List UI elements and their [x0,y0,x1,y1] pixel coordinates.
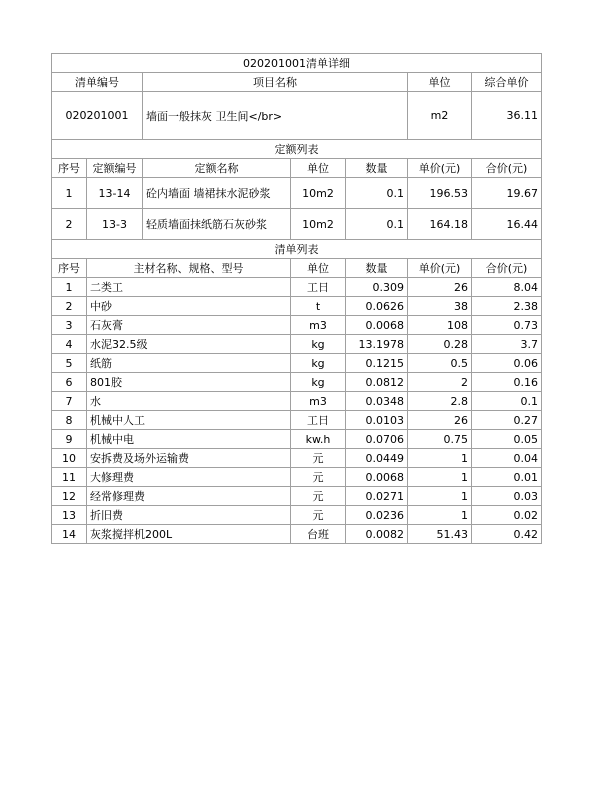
material-cell-unit: m3 [291,392,346,411]
material-cell-unit: 元 [291,468,346,487]
material-row [52,449,542,468]
material-cell-unit: 元 [291,506,346,525]
material-cell-index: 5 [52,354,87,373]
material-cell-total: 0.42 [472,525,542,544]
material-cell-total: 0.01 [472,468,542,487]
quota-header-cell: 定额名称 [143,159,291,178]
quota-cell-code: 13-3 [87,209,143,240]
material-cell-price: 1 [408,468,472,487]
material-cell-qty: 0.1215 [346,354,408,373]
material-cell-unit: t [291,297,346,316]
material-cell-price: 0.28 [408,335,472,354]
material-cell-price: 26 [408,411,472,430]
material-cell-unit: 元 [291,487,346,506]
quota-cell-index: 2 [52,209,87,240]
material-cell-total: 0.06 [472,354,542,373]
item-price: 36.11 [472,92,542,140]
material-cell-index: 3 [52,316,87,335]
material-cell-name: 安拆费及场外运输费 [87,449,291,468]
material-cell-price: 1 [408,449,472,468]
material-cell-qty: 0.0236 [346,506,408,525]
material-cell-price: 2 [408,373,472,392]
material-cell-name: 机械中电 [87,430,291,449]
material-cell-qty: 0.309 [346,278,408,297]
material-cell-price: 38 [408,297,472,316]
header-item-name: 项目名称 [143,73,408,92]
material-cell-total: 0.1 [472,392,542,411]
materials-header-cell: 单位 [291,259,346,278]
material-cell-qty: 0.0449 [346,449,408,468]
quota-row [52,209,542,240]
item-code: 020201001 [52,92,143,140]
material-row [52,278,542,297]
material-row [52,468,542,487]
material-cell-name: 水泥32.5级 [87,335,291,354]
material-cell-name: 石灰膏 [87,316,291,335]
material-cell-price: 26 [408,278,472,297]
material-cell-total: 0.02 [472,506,542,525]
material-cell-price: 0.5 [408,354,472,373]
material-cell-qty: 13.1978 [346,335,408,354]
materials-header-cell: 单价(元) [408,259,472,278]
quota-header-cell: 单位 [291,159,346,178]
material-cell-price: 51.43 [408,525,472,544]
material-cell-qty: 0.0068 [346,316,408,335]
material-cell-name: 801胶 [87,373,291,392]
material-cell-qty: 0.0082 [346,525,408,544]
header-item-code: 清单编号 [52,73,143,92]
material-cell-index: 14 [52,525,87,544]
material-row [52,392,542,411]
material-cell-price: 2.8 [408,392,472,411]
material-cell-name: 中砂 [87,297,291,316]
material-cell-price: 0.75 [408,430,472,449]
material-cell-total: 0.03 [472,487,542,506]
header-item-price: 综合单价 [472,73,542,92]
quota-cell-code: 13-14 [87,178,143,209]
material-cell-name: 大修理费 [87,468,291,487]
detail-table [51,53,542,544]
quota-row [52,178,542,209]
material-cell-name: 机械中人工 [87,411,291,430]
material-cell-qty: 0.0103 [346,411,408,430]
materials-header-row [52,259,542,278]
quota-cell-price: 196.53 [408,178,472,209]
material-cell-total: 3.7 [472,335,542,354]
material-cell-total: 0.05 [472,430,542,449]
material-cell-qty: 0.0626 [346,297,408,316]
quota-header-cell: 数量 [346,159,408,178]
material-cell-total: 0.27 [472,411,542,430]
material-row [52,430,542,449]
material-cell-qty: 0.0812 [346,373,408,392]
material-row [52,411,542,430]
materials-header-cell: 数量 [346,259,408,278]
material-cell-unit: m3 [291,316,346,335]
material-cell-total: 0.04 [472,449,542,468]
material-cell-unit: 工日 [291,411,346,430]
material-cell-index: 13 [52,506,87,525]
material-cell-index: 12 [52,487,87,506]
material-cell-unit: 台班 [291,525,346,544]
material-cell-index: 2 [52,297,87,316]
quota-header-cell: 单价(元) [408,159,472,178]
table-title: 020201001清单详细 [52,54,542,73]
material-cell-index: 4 [52,335,87,354]
material-cell-total: 2.38 [472,297,542,316]
material-cell-qty: 0.0706 [346,430,408,449]
material-cell-price: 108 [408,316,472,335]
material-row [52,506,542,525]
material-cell-index: 7 [52,392,87,411]
list-section-title: 清单列表 [52,240,542,259]
material-cell-unit: kg [291,354,346,373]
quota-header-cell: 序号 [52,159,87,178]
header-item-unit: 单位 [408,73,472,92]
material-cell-total: 0.73 [472,316,542,335]
quota-cell-qty: 0.1 [346,209,408,240]
quota-cell-unit: 10m2 [291,209,346,240]
quota-header-cell: 定额编号 [87,159,143,178]
quota-cell-index: 1 [52,178,87,209]
quota-section-title: 定额列表 [52,140,542,159]
material-cell-name: 灰浆搅拌机200L [87,525,291,544]
material-row [52,297,542,316]
material-cell-unit: kg [291,373,346,392]
material-cell-name: 水 [87,392,291,411]
material-cell-name: 二类工 [87,278,291,297]
quota-cell-total: 19.67 [472,178,542,209]
quota-cell-unit: 10m2 [291,178,346,209]
quota-cell-qty: 0.1 [346,178,408,209]
material-row [52,373,542,392]
item-unit: m2 [408,92,472,140]
material-cell-total: 0.16 [472,373,542,392]
material-cell-index: 9 [52,430,87,449]
material-row [52,335,542,354]
material-cell-index: 11 [52,468,87,487]
material-cell-index: 6 [52,373,87,392]
quota-cell-name: 轻质墙面抹纸筋石灰砂浆 [143,209,291,240]
material-row [52,354,542,373]
material-cell-index: 8 [52,411,87,430]
material-cell-qty: 0.0348 [346,392,408,411]
material-row [52,487,542,506]
material-cell-unit: 工日 [291,278,346,297]
material-cell-unit: kw.h [291,430,346,449]
material-cell-qty: 0.0068 [346,468,408,487]
material-cell-unit: 元 [291,449,346,468]
material-cell-index: 10 [52,449,87,468]
material-cell-price: 1 [408,506,472,525]
material-cell-total: 8.04 [472,278,542,297]
material-cell-name: 纸筋 [87,354,291,373]
material-cell-unit: kg [291,335,346,354]
material-row [52,525,542,544]
quota-cell-price: 164.18 [408,209,472,240]
quota-header-row [52,159,542,178]
materials-header-cell: 主材名称、规格、型号 [87,259,291,278]
material-row [52,316,542,335]
material-cell-qty: 0.0271 [346,487,408,506]
quota-cell-name: 砼内墙面 墙裙抹水泥砂浆 [143,178,291,209]
quota-cell-total: 16.44 [472,209,542,240]
material-cell-name: 折旧费 [87,506,291,525]
materials-header-cell: 序号 [52,259,87,278]
material-cell-index: 1 [52,278,87,297]
material-cell-price: 1 [408,487,472,506]
quota-header-cell: 合价(元) [472,159,542,178]
material-cell-name: 经常修理费 [87,487,291,506]
item-name: 墙面一般抹灰 卫生间</br> [143,92,408,140]
materials-header-cell: 合价(元) [472,259,542,278]
